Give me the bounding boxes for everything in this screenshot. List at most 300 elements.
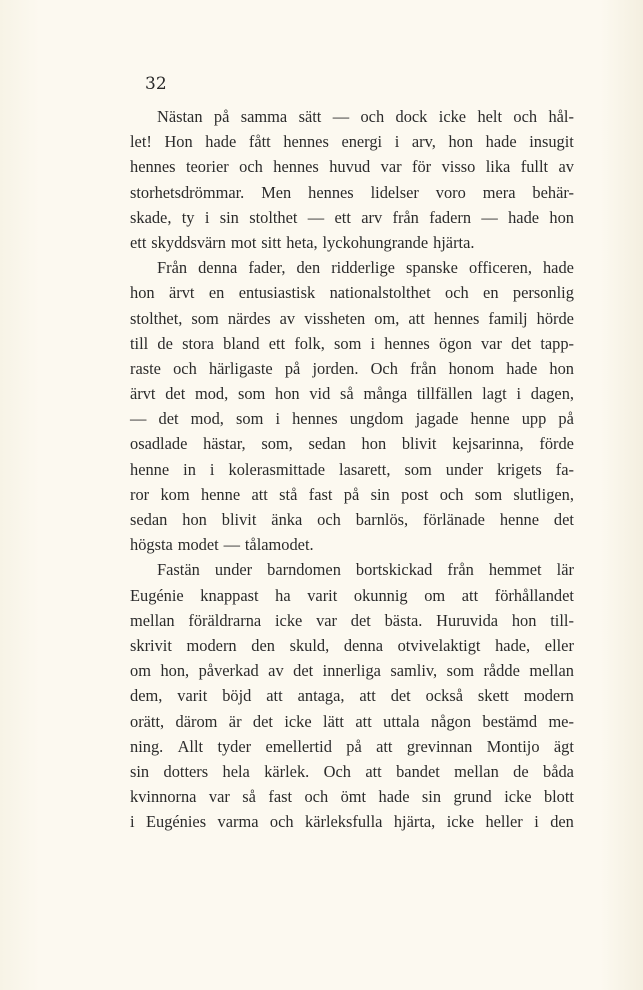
word: hennes xyxy=(292,409,338,429)
word: hästar, xyxy=(203,434,246,454)
word: och xyxy=(439,484,464,504)
word: heller xyxy=(485,812,523,832)
word: kärleksfulla xyxy=(305,812,383,832)
word: så xyxy=(242,787,256,807)
word: mellan xyxy=(130,610,175,630)
word: helt xyxy=(477,107,503,126)
word: bland xyxy=(223,333,260,353)
word: tålamodet. xyxy=(244,535,314,555)
word: i xyxy=(204,207,210,227)
word: hade xyxy=(542,258,574,278)
word: hon xyxy=(182,510,207,529)
word: kärlek. xyxy=(264,761,310,781)
word: och xyxy=(269,812,294,832)
word: det xyxy=(165,384,186,404)
text-line xyxy=(130,759,574,784)
word: ty xyxy=(181,207,195,227)
word: stora xyxy=(182,333,214,353)
word: upp xyxy=(521,409,547,429)
word: post xyxy=(401,484,429,504)
word: också xyxy=(425,686,463,706)
word: ägt xyxy=(553,736,574,756)
word: henne xyxy=(470,409,510,429)
word: änka xyxy=(271,510,303,529)
word: skett xyxy=(477,686,509,706)
word: båda xyxy=(543,761,574,781)
text-line xyxy=(130,809,574,834)
text-line xyxy=(130,709,574,734)
word: hon, xyxy=(160,661,190,681)
word: Nästan xyxy=(157,107,203,126)
word: i xyxy=(534,812,539,832)
text-line xyxy=(130,784,574,809)
word: till- xyxy=(550,610,574,630)
text-line xyxy=(130,658,574,683)
word: hade xyxy=(378,787,410,807)
word: fader, xyxy=(248,258,286,278)
word: fast xyxy=(308,484,333,504)
word: hennes xyxy=(433,308,480,328)
word: folk, xyxy=(294,333,325,353)
word: fått xyxy=(248,132,271,152)
word: fullt xyxy=(520,157,549,177)
text-line xyxy=(130,608,574,633)
word: under xyxy=(214,560,253,580)
text-line xyxy=(130,331,574,356)
text-line xyxy=(130,431,574,456)
word: och xyxy=(173,358,197,378)
word: ha xyxy=(275,585,291,605)
word: Montijo xyxy=(486,736,540,756)
word: det xyxy=(553,510,574,529)
word: påverkad xyxy=(198,661,259,681)
page-number: 32 xyxy=(145,74,167,94)
word: de xyxy=(513,761,529,781)
text-line xyxy=(130,381,574,406)
text-line xyxy=(130,129,574,154)
word: var xyxy=(316,610,338,630)
word: okunnig xyxy=(353,585,408,605)
word: hjärta. xyxy=(433,232,475,252)
word: energi xyxy=(341,132,383,152)
word: att xyxy=(365,761,382,781)
word: uttala xyxy=(383,711,420,731)
word: heta, xyxy=(286,232,318,252)
word: voro xyxy=(435,182,466,202)
word: dock xyxy=(395,107,428,126)
text-line xyxy=(130,507,574,532)
word: entusiastisk xyxy=(238,283,316,303)
word: Men xyxy=(261,182,292,202)
text-line xyxy=(130,683,574,708)
word: tillfällen xyxy=(416,384,473,404)
word: henne xyxy=(200,484,241,504)
word: den xyxy=(251,635,275,655)
word: var xyxy=(208,787,230,807)
word: let! xyxy=(130,132,152,152)
word: samma xyxy=(240,107,288,126)
word: hennes xyxy=(384,333,430,353)
word: officeren, xyxy=(468,258,532,278)
word: honom xyxy=(448,358,495,378)
word: det xyxy=(390,686,411,706)
word: — xyxy=(332,107,350,126)
word: bästa. xyxy=(384,610,423,630)
word: böjd xyxy=(222,686,252,706)
word: på xyxy=(284,358,301,378)
text-line xyxy=(130,406,574,431)
word: som, xyxy=(261,434,293,454)
word: modet xyxy=(177,535,219,555)
word: är xyxy=(228,711,242,731)
word: modern xyxy=(523,686,574,706)
word: — xyxy=(307,207,325,227)
word: grevinnan xyxy=(406,736,473,756)
text-line xyxy=(130,583,574,608)
word: för xyxy=(412,157,432,177)
text-line xyxy=(130,255,574,280)
word: hon xyxy=(549,358,574,378)
word: hela xyxy=(222,761,250,781)
word: det xyxy=(158,409,179,429)
word: Från xyxy=(157,258,188,278)
word: henne xyxy=(130,459,170,479)
word: från xyxy=(392,207,419,227)
word: mod, xyxy=(194,384,229,404)
word: hade xyxy=(508,207,540,227)
word: henne xyxy=(499,510,539,529)
word: lär xyxy=(556,560,574,580)
word: så xyxy=(340,384,354,404)
word: den xyxy=(550,812,574,832)
word: jorden. xyxy=(312,358,359,378)
word: skade, xyxy=(130,207,172,227)
word: me- xyxy=(548,711,574,731)
word: det xyxy=(293,661,314,681)
text-line xyxy=(130,633,574,658)
word: Hon xyxy=(164,132,193,152)
word: skyddsvärn xyxy=(151,232,226,252)
word: sedan xyxy=(308,434,346,454)
word: hennes xyxy=(273,157,319,177)
word: blott xyxy=(543,787,574,807)
word: någon xyxy=(430,711,472,731)
word: hennes xyxy=(308,182,354,202)
word: barnlös, xyxy=(355,510,409,529)
word: otvivelaktigt xyxy=(397,635,481,655)
word: visso xyxy=(441,157,476,177)
word: föräldrarna xyxy=(188,610,262,630)
text-line xyxy=(130,154,574,179)
word: av xyxy=(558,157,574,177)
text-line xyxy=(130,230,574,255)
text-line xyxy=(130,205,574,230)
word: dotters xyxy=(163,761,209,781)
word: raste xyxy=(130,358,161,378)
word: som xyxy=(446,661,474,681)
word: om xyxy=(424,585,446,605)
word: innerliga xyxy=(322,661,381,681)
word: skuld, xyxy=(289,635,330,655)
word: om, xyxy=(374,308,400,328)
word: kejsarinna, xyxy=(452,434,524,454)
word: förhållandet xyxy=(494,585,574,605)
word: vid xyxy=(309,384,331,404)
word: ridderlige xyxy=(331,258,395,278)
text-line xyxy=(130,532,574,557)
word: härligaste xyxy=(208,358,273,378)
word: samliv, xyxy=(390,661,438,681)
word: att xyxy=(251,484,268,504)
word: lasarett, xyxy=(339,459,391,479)
word: närdes xyxy=(227,308,271,328)
word: storhetsdrömmar. xyxy=(130,182,245,202)
word: högsta xyxy=(130,535,173,555)
word: bortskickad xyxy=(355,560,433,580)
word: mellan xyxy=(454,761,499,781)
word: om xyxy=(130,661,151,681)
word: som xyxy=(191,308,219,328)
text-line xyxy=(130,482,574,507)
word: barndomen xyxy=(267,560,341,580)
word: Och xyxy=(370,358,398,378)
word: Fastän xyxy=(157,560,200,580)
word: att xyxy=(266,686,283,706)
word: varit xyxy=(177,686,208,706)
word: krigets xyxy=(497,459,542,479)
word: mellan xyxy=(529,661,574,681)
word: antaga, xyxy=(297,686,345,706)
word: Allt xyxy=(177,736,204,756)
word: i xyxy=(516,384,522,404)
word: lätt xyxy=(323,711,344,731)
word: modern xyxy=(186,635,237,655)
word: på xyxy=(343,484,360,504)
word: i xyxy=(130,812,135,832)
word: kvinnorna xyxy=(130,787,197,807)
word: från xyxy=(410,358,437,378)
word: teorier xyxy=(185,157,229,177)
word: arv xyxy=(361,207,383,227)
word: rådde xyxy=(483,661,520,681)
word: hade, xyxy=(495,635,531,655)
word: ungdom xyxy=(349,409,404,429)
word: varma xyxy=(217,812,259,832)
word: den xyxy=(296,258,321,278)
word: icke xyxy=(274,610,303,630)
word: stå xyxy=(279,484,298,504)
word: — xyxy=(130,409,147,429)
text-line xyxy=(130,457,574,482)
word: som xyxy=(334,333,362,353)
word: in xyxy=(183,459,196,479)
word: blivit xyxy=(221,510,257,529)
word: hon xyxy=(511,610,537,630)
word: mod, xyxy=(190,409,224,429)
word: därom xyxy=(175,711,218,731)
word: dagen, xyxy=(530,384,574,404)
word: lyckohungrande xyxy=(322,232,429,252)
word: hon xyxy=(549,207,574,227)
word: och xyxy=(317,510,341,529)
word: ärvt xyxy=(168,283,195,303)
word: och xyxy=(513,107,538,126)
word: mera xyxy=(482,182,516,202)
word: ögon xyxy=(439,333,472,353)
word: hade xyxy=(205,132,237,152)
word: hjärta, xyxy=(393,812,436,832)
word: av xyxy=(279,308,296,328)
word: från xyxy=(447,560,474,580)
word: personlig xyxy=(512,283,574,303)
word: sin xyxy=(130,761,150,781)
word: osadlade xyxy=(130,434,188,454)
word: orätt, xyxy=(130,711,165,731)
word: stolthet, xyxy=(130,308,183,328)
word: förlänade xyxy=(423,510,485,529)
word: på xyxy=(213,107,230,126)
word: sitt xyxy=(261,232,282,252)
word: bestämd xyxy=(482,711,538,731)
word: ett xyxy=(334,207,351,227)
word: Eugénies xyxy=(146,812,207,832)
word: icke xyxy=(504,787,532,807)
word: arv, xyxy=(411,132,436,152)
word: sätt xyxy=(298,107,322,126)
body-text xyxy=(130,104,574,834)
word: hon xyxy=(448,132,474,152)
word: det xyxy=(350,610,371,630)
word: i xyxy=(370,333,376,353)
word: jagade xyxy=(415,409,459,429)
word: på xyxy=(558,409,574,429)
word: var xyxy=(480,333,502,353)
word: knappast xyxy=(200,585,259,605)
text-line xyxy=(130,734,574,759)
word: lika xyxy=(485,157,511,177)
word: en xyxy=(208,283,225,303)
word: att xyxy=(461,585,479,605)
word: i xyxy=(209,459,215,479)
word: många xyxy=(363,384,408,404)
word: att xyxy=(355,711,372,731)
word: som xyxy=(404,459,432,479)
word: hål- xyxy=(548,107,574,126)
word: varit xyxy=(307,585,338,605)
word: förde xyxy=(539,434,574,454)
word: denna xyxy=(343,635,383,655)
word: hon xyxy=(130,283,155,303)
word: de xyxy=(157,333,173,353)
word: — xyxy=(481,207,498,227)
word: hade xyxy=(485,132,517,152)
word: stolthet xyxy=(249,207,298,227)
word: att xyxy=(359,686,376,706)
word: icke xyxy=(438,107,467,126)
word: icke xyxy=(446,812,475,832)
word: dem, xyxy=(130,686,163,706)
word: kolerasmittade xyxy=(228,459,325,479)
word: till xyxy=(130,333,149,353)
word: — xyxy=(223,535,240,555)
word: hade xyxy=(506,358,538,378)
word: slutligen, xyxy=(513,484,574,504)
word: skrivit xyxy=(130,635,172,655)
word: hennes xyxy=(130,157,176,177)
word: sin xyxy=(421,787,442,807)
word: på xyxy=(346,736,362,756)
word: eller xyxy=(544,635,574,655)
word: var xyxy=(380,157,402,177)
text-line xyxy=(130,557,574,582)
word: fast xyxy=(268,787,293,807)
word: ömt xyxy=(340,787,367,807)
word: familj xyxy=(488,308,528,328)
word: Och xyxy=(323,761,351,781)
word: spanske xyxy=(406,258,458,278)
word: insugit xyxy=(529,132,574,152)
word: icke xyxy=(284,711,312,731)
word: tapp- xyxy=(540,333,574,353)
word: sin xyxy=(219,207,239,227)
word: denna xyxy=(198,258,238,278)
word: ärvt xyxy=(130,384,156,404)
word: huvud xyxy=(329,157,371,177)
word: Huruvida xyxy=(436,610,499,630)
text-line xyxy=(130,306,574,331)
word: ror xyxy=(130,484,150,504)
word: hennes xyxy=(283,132,329,152)
word: mot xyxy=(230,232,257,252)
word: grund xyxy=(453,787,492,807)
word: en xyxy=(483,283,499,303)
word: som xyxy=(474,484,503,504)
word: som xyxy=(236,409,264,429)
word: det xyxy=(511,333,532,353)
word: att xyxy=(408,308,425,328)
word: av xyxy=(268,661,284,681)
word: och xyxy=(304,787,329,807)
word: tyder xyxy=(217,736,252,756)
text-line xyxy=(130,280,574,305)
word: behär- xyxy=(532,182,574,202)
word: i xyxy=(275,409,280,429)
word: det xyxy=(252,711,273,731)
word: hon xyxy=(275,384,300,404)
word: hon xyxy=(361,434,387,454)
word: fadern xyxy=(429,207,472,227)
word: ett xyxy=(268,333,286,353)
word: vissheten xyxy=(304,308,366,328)
word: och xyxy=(445,283,469,303)
word: emellertid xyxy=(265,736,332,756)
word: blivit xyxy=(401,434,437,454)
word: hemmet xyxy=(488,560,542,580)
word: hörde xyxy=(536,308,574,328)
word: under xyxy=(445,459,484,479)
word: lagt xyxy=(482,384,507,404)
word: nationalstolthet xyxy=(329,283,431,303)
text-line xyxy=(130,356,574,381)
word: ning. xyxy=(130,736,164,756)
word: sedan xyxy=(130,510,168,529)
word: ett xyxy=(130,232,147,252)
text-line xyxy=(130,104,574,129)
word: kom xyxy=(160,484,190,504)
word: att xyxy=(376,736,393,756)
word: fa- xyxy=(555,459,574,479)
word: som xyxy=(237,384,266,404)
